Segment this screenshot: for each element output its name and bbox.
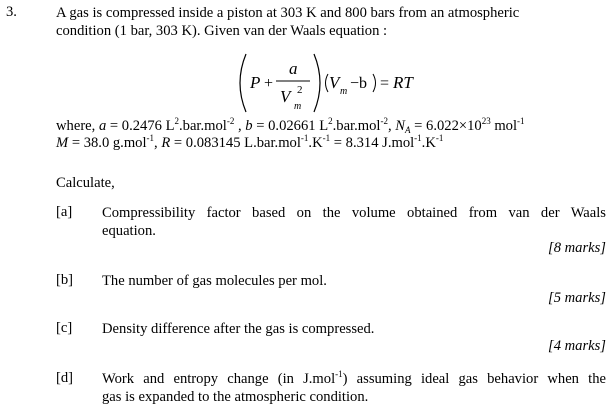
part-b-label: [b] — [56, 272, 74, 288]
van-der-waals-equation — [236, 52, 436, 114]
part-d-text — [102, 370, 606, 406]
part-a-text — [102, 204, 606, 240]
eq-P: P — [250, 73, 261, 92]
eq-equals: = — [380, 75, 390, 92]
eq-V: V — [280, 87, 291, 106]
left-big-paren — [240, 54, 246, 112]
eq-rhs: RT — [393, 73, 413, 92]
part-d-line-1: Work and entropy change (in J.mol$^{-1}$) assuming ideal gas behavior when the — [102, 369, 606, 387]
part-a-marks: [8 marks] — [548, 240, 606, 256]
part-a-line-1: Compressibility factor based on the volume obtained from van der Waals — [102, 205, 606, 221]
part-b-text: The number of gas molecules per mol. — [102, 273, 327, 289]
part-c-marks: [4 marks] — [548, 338, 606, 354]
left-small-paren — [326, 74, 329, 92]
eq-Vm: V — [329, 73, 340, 92]
intro-line-1: A gas is compressed inside a piston at 303 K and 800 bars from an atmospheric — [56, 5, 520, 21]
part-c-label: [c] — [56, 320, 73, 336]
right-small-paren — [373, 74, 376, 92]
part-a-label: [a] — [56, 204, 73, 220]
question-number: 3. — [6, 4, 17, 20]
eq-Vm-sub: m — [340, 86, 348, 97]
part-a-line-2: equation. — [102, 223, 156, 239]
eq-V-sub: m — [294, 101, 302, 112]
eq-minus-b: −b — [350, 75, 368, 92]
constants-line-1: where, a = 0.2476 $L^2.bar.mol^{-2}$ , b = 0.02661 $L^2.bar.mol^{-2}$, $N_A = 6.022\times 10^{23}$ mol$^{-1}$ — [56, 116, 525, 135]
part-d-line-2: gas is expanded to the atmospheric condition. — [102, 389, 369, 405]
eq-V-exp: 2 — [297, 84, 303, 96]
constants-block — [56, 118, 608, 152]
part-d-label: [d] — [56, 370, 74, 386]
intro-line-2: condition (1 bar, 303 K). Given van der Waals equation : — [56, 23, 388, 39]
question-intro — [56, 4, 606, 40]
calculate-label: Calculate, — [56, 175, 115, 191]
eq-plus: + — [264, 75, 274, 92]
constants-line-2: M = 38.0 g.mol$^{-1}$, R = 0.083145 $L.bar.mol^{-1}.K^{-1} = 8.314$ $J.mol^{-1}.K^{-1}$ — [56, 133, 444, 151]
right-big-paren — [314, 54, 320, 112]
eq-a: a — [289, 59, 298, 78]
part-b-marks: [5 marks] — [548, 290, 606, 306]
part-c-text: Density difference after the gas is compressed. — [102, 321, 375, 337]
